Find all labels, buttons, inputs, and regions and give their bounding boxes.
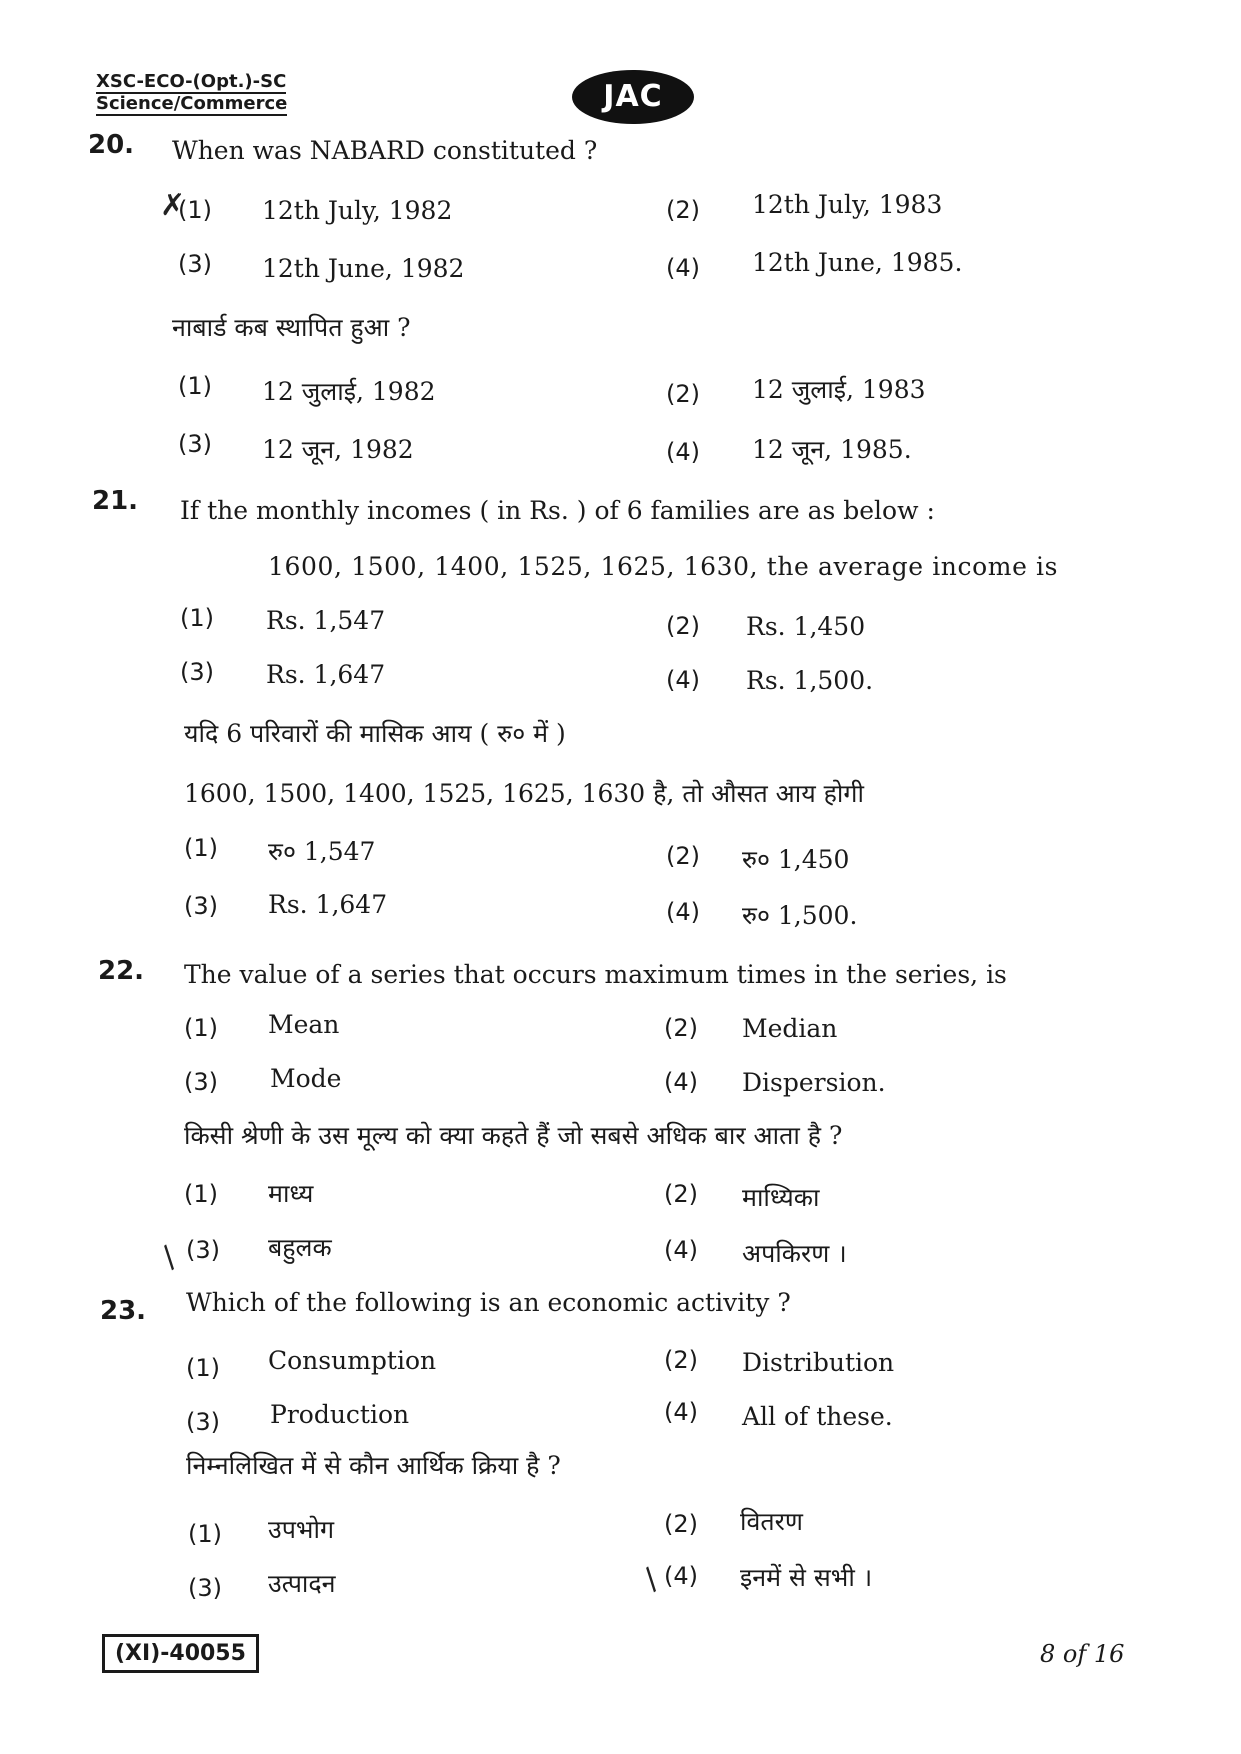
option-text: उत्पादन [268,1569,336,1598]
option-number: (2) [664,1346,698,1374]
option-text: All of these. [742,1402,893,1431]
option-text: 12 जून, 1982 [262,435,414,464]
option-number: (3) [188,1574,222,1602]
option-text: रु० 1,450 [742,845,850,874]
option-text: Rs. 1,450 [746,612,866,641]
jac-logo: JAC [572,70,694,124]
option-number: (3) [186,1408,220,1436]
option-text: 12th July, 1983 [752,190,943,219]
option-number: (1) [186,1354,220,1382]
option-number: (2) [666,380,700,408]
option-number: (1) [180,604,214,632]
option-number: (1) [184,1180,218,1208]
option-text: Distribution [742,1348,895,1377]
option-text: रु० 1,500. [742,901,858,930]
option-text: Median [742,1014,838,1043]
option-number: (4) [664,1068,698,1096]
option-text: Production [270,1400,410,1429]
question-number: 22. [98,956,145,986]
option-text: 12 जुलाई, 1982 [262,377,436,406]
question-number: 21. [92,486,139,516]
option-text: अपकिरण । [742,1239,847,1268]
option-number: (3) [184,1068,218,1096]
option-number: (3) [178,250,212,278]
question-text-en: If the monthly incomes ( in Rs. ) of 6 families are as below : [180,496,935,525]
option-text: उपभोग [268,1515,335,1544]
question-data-line-hi: 1600, 1500, 1400, 1525, 1625, 1630 है, तो औसत आय होगी [184,779,864,808]
option-number: (2) [664,1180,698,1208]
question-data-line: 1600, 1500, 1400, 1525, 1625, 1630, the average income is [268,552,1059,581]
question-text-hi: नाबार्ड कब स्थापित हुआ ? [172,313,411,342]
option-text: Dispersion. [742,1068,886,1097]
option-number: (1) [184,834,218,862]
option-text: Rs. 1,547 [266,606,386,635]
option-text: वितरण [740,1507,803,1536]
option-text: Mean [268,1010,340,1039]
option-text: 12th July, 1982 [262,196,453,225]
option-number: (3) [180,658,214,686]
option-text: Consumption [268,1346,437,1375]
question-text-hi: किसी श्रेणी के उस मूल्य को क्या कहते हैं जो सबसे अधिक बार आता है ? [184,1121,843,1150]
option-number: (1) [178,372,212,400]
option-number: (4) [664,1236,698,1264]
option-text: 12 जून, 1985. [752,435,912,464]
option-number: (4) [666,438,700,466]
option-text: 12th June, 1985. [752,248,963,277]
page-number: 8 of 16 [1040,1640,1125,1668]
option-number: (2) [666,196,700,224]
stream-header: Science/Commerce [96,93,288,114]
question-number: 20. [88,130,135,160]
option-text: इनमें से सभी । [740,1563,873,1592]
option-number: (4) [666,254,700,282]
option-number: (3) [186,1236,220,1264]
option-number: (3) [178,430,212,458]
question-text-hi: यदि 6 परिवारों की मासिक आय ( रु० में ) [184,719,566,748]
question-text-hi: निम्नलिखित में से कौन आर्थिक क्रिया है ? [186,1451,561,1480]
option-number: (2) [664,1014,698,1042]
option-number: (1) [178,196,212,224]
option-text: Rs. 1,647 [266,660,386,689]
option-number: (4) [666,666,700,694]
option-text: Rs. 1,500. [746,666,874,695]
option-number: (4) [664,1562,698,1590]
option-number: (2) [666,612,700,640]
option-number: (2) [666,842,700,870]
option-text: माध्यिका [742,1183,820,1212]
option-text: 12th June, 1982 [262,254,465,283]
question-text-en: When was NABARD constituted ? [172,136,598,165]
question-text-en: Which of the following is an economic activity ? [186,1288,791,1317]
tick-mark-icon: ✗ [160,188,186,223]
option-number: (4) [666,898,700,926]
option-number: (1) [188,1520,222,1548]
option-number: (3) [184,892,218,920]
option-number: (2) [664,1510,698,1538]
option-number: (4) [664,1398,698,1426]
question-number: 23. [100,1296,147,1326]
option-text: Rs. 1,647 [268,890,388,919]
tick-mark-icon: / [636,1562,666,1597]
tick-mark-icon: / [154,1240,184,1275]
option-text: माध्य [268,1179,314,1208]
option-number: (1) [184,1014,218,1042]
option-text: बहुलक [268,1233,332,1262]
option-text: Mode [270,1064,342,1093]
paper-code-footer: (XI)-40055 [102,1634,259,1673]
option-text: रु० 1,547 [268,837,376,866]
question-text-en: The value of a series that occurs maximum times in the series, is [184,960,1007,989]
option-text: 12 जुलाई, 1983 [752,375,926,404]
paper-code-header: XSC-ECO-(Opt.)-SC [96,71,287,92]
